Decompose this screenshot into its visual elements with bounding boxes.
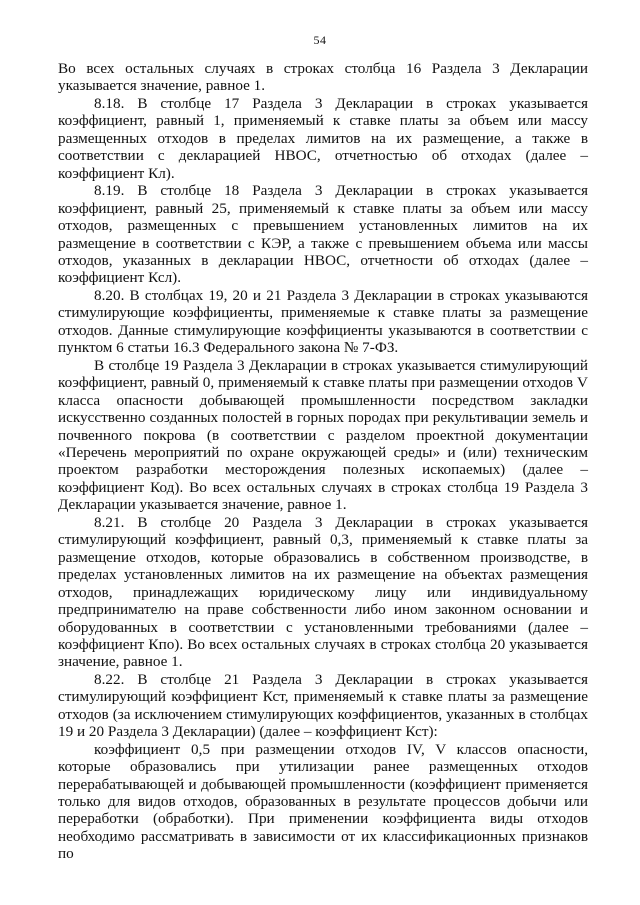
- document-body: [58, 60, 588, 863]
- paragraph-8-18: 8.18. В столбце 17 Раздела 3 Декларации в строках указывается коэффициент, равный 1, применяемый к ставке платы за объем или массу размещенных отходов в пределах лимитов на их размещение, а также в соответствии с декларацией НВОС, отчетностью об отходах (далее – коэффициент Кл).: [58, 94, 588, 182]
- paragraph-col16-tail: Во всех остальных случаях в строках столбца 16 Раздела 3 Декларации указывается значение, равное 1.: [58, 60, 588, 95]
- paragraph-8-21: 8.21. В столбце 20 Раздела 3 Декларации в строках указывается стимулирующий коэффициент, равный 0,3, применяемый к ставке платы за размещение отходов, которые образовались в собственном производстве, в пределах установленных лимитов на их размещение на объектах размещения отходов, принадлежащих юридическому лицу или индивидуальному предпринимателю на праве собственности либо ином законном основании и оборудованных в соответствии с установленными требованиями (далее – коэффициент Кпо). Во всех остальных случаях в строках столбца 20 указывается значение, равное 1.: [58, 513, 588, 671]
- paragraph-8-20: 8.20. В столбцах 19, 20 и 21 Раздела 3 Декларации в строках указываются стимулирующие коэффициенты, применяемые к ставке платы за размещение отходов. Данные стимулирующие коэффициенты указываются в соответствии с пунктом 6 статьи 16.3 Федерального закона № 7-ФЗ.: [58, 286, 588, 357]
- paragraph-8-19: 8.19. В столбце 18 Раздела 3 Декларации в строках указывается коэффициент, равный 25, применяемый к ставке платы за объем или массу отходов, размещенных с превышением установленных лимитов на их размещение в соответствии с КЭР, а также с превышением объема или массы отходов, указанных в декларации НВОС, отчетности об отходах (далее – коэффициент Ксл).: [58, 182, 588, 287]
- page-number: 54: [313, 33, 327, 47]
- paragraph-col19: В столбце 19 Раздела 3 Декларации в строках указывается стимулирующий коэффициент, равный 0, применяемый к ставке платы при размещении отходов V класса опасности добывающей промышленности посредством закладки искусственно созданных полостей в горных породах при рекультивации земель и почвенного покрова (в соответствии с разделом проектной документации «Перечень мероприятий по охране окружающей среды» и (или) техническим проектом разработки месторождения полезных ископаемых) (далее – коэффициент Код). Во всех остальных случаях в строках столбца 19 Раздела 3 Декларации указывается значение, равное 1.: [58, 356, 588, 514]
- paragraph-8-22: 8.22. В столбце 21 Раздела 3 Декларации в строках указывается стимулирующий коэффициент Кст, применяемый к ставке платы за размещение отходов (за исключением стимулирующих коэффициентов, указанных в столбцах 19 и 20 Раздела 3 Декларации) (далее – коэффициент Кст):: [58, 670, 588, 741]
- paragraph-coefficient-0-5: коэффициент 0,5 при размещении отходов IV, V классов опасности, которые образовались при утилизации ранее размещенных отходов перерабатывающей и добывающей промышленности (коэффициент применяется только для видов отходов, образованных в результате процессов добычи или переработки (обработки). При применении коэффициента виды отходов необходимо рассматривать в зависимости от их классификационных признаков по: [58, 740, 588, 863]
